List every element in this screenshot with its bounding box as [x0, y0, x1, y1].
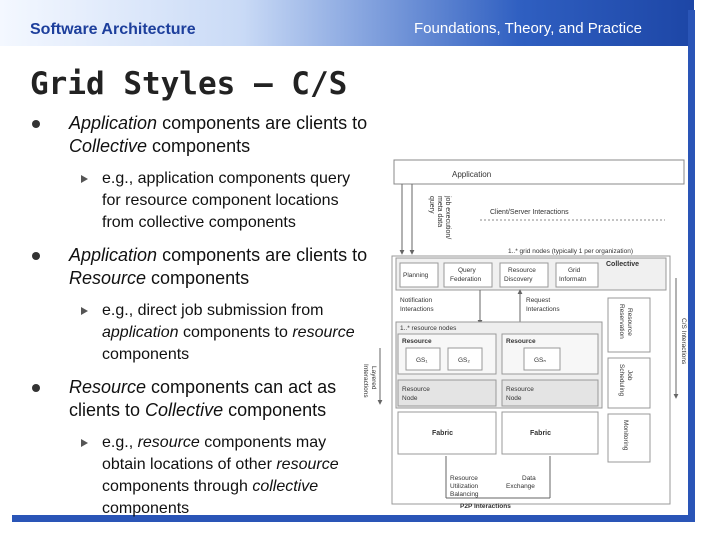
- bullet-3-text-a: components can act as clients to: [69, 377, 337, 420]
- sub-bullet-1-text: e.g., application components query for resource component locations from collective components: [102, 170, 351, 231]
- util-label-2: Utilization: [450, 483, 479, 490]
- sub-bullet-3-text-b: components may obtain locations of other: [102, 434, 327, 473]
- request-label-2: Interactions: [526, 306, 560, 313]
- sub-bullet-2-text-b: components to: [178, 324, 293, 341]
- sub-bullet-2: [30, 300, 370, 366]
- slide-title: Grid Styles – C/S: [30, 66, 348, 102]
- resource-node-2-a: Resource: [506, 386, 534, 393]
- resource-label-1: Resource: [402, 338, 432, 345]
- slide-shadow-right: [688, 10, 695, 522]
- bullet-2: [30, 244, 370, 290]
- sub-bullet-3-em2: resource: [276, 456, 339, 473]
- job-exec-label-2: meta data: [436, 196, 443, 228]
- sub-bullet-2-text-c: components: [102, 346, 190, 363]
- resource-node-2-b: Node: [506, 395, 522, 402]
- bullet-1-text-a: components are clients to: [157, 113, 368, 133]
- fabric-label-2: Fabric: [530, 430, 552, 437]
- job-exec-label-1: job execution/: [444, 196, 451, 240]
- bullet-2-text-a: components are clients to: [157, 245, 368, 265]
- application-label: Application: [452, 170, 492, 179]
- resource-nodes-label: 1..* resource nodes: [400, 325, 457, 332]
- federation-label: Federation: [450, 276, 482, 283]
- query-label: Query: [458, 267, 476, 274]
- bullet-3-em: Resource: [69, 377, 147, 397]
- job-label: Job: [626, 370, 633, 381]
- bullet-list: [30, 112, 370, 530]
- bullet-2-em2: Resource: [69, 268, 147, 288]
- bullet-1-em: Application: [69, 113, 158, 133]
- sub-bullet-2-em2: resource: [292, 324, 355, 341]
- resource-node-1-a: Resource: [402, 386, 430, 393]
- bullet-1: [30, 112, 370, 158]
- sub-bullet-3-text-d: components: [102, 500, 190, 517]
- sub-bullet-3-text-a: e.g.,: [102, 434, 138, 451]
- reservation-label-2: Reservation: [618, 304, 625, 339]
- resource-label-2: Resource: [506, 338, 536, 345]
- exchange-label-1: Data: [522, 475, 536, 482]
- notification-label-1: Notification: [400, 297, 433, 304]
- planning-label: Planning: [403, 272, 429, 279]
- bullet-2-text-b: components: [146, 268, 250, 288]
- job-exec-label-3: query: [428, 196, 435, 214]
- resource-node-box-1: [398, 380, 496, 406]
- job-scheduling-box: [608, 358, 650, 408]
- bullet-3: [30, 376, 370, 422]
- bullet-1-em2: Collective: [69, 136, 148, 156]
- request-label-1: Request: [526, 297, 551, 304]
- cs-right-label: C/S Interactions: [680, 318, 687, 365]
- sub-bullet-3-em1: resource: [137, 434, 200, 451]
- layered-label-2: Interactions: [362, 364, 369, 398]
- reservation-label-1: Resource: [626, 308, 633, 336]
- bullet-2-em: Application: [69, 245, 158, 265]
- grid-architecture-diagram: [362, 158, 688, 518]
- client-server-label: Client/Server Interactions: [490, 209, 569, 216]
- layered-label-1: Layered: [370, 366, 377, 390]
- gs1-label: GS₁: [416, 357, 428, 364]
- bullet-3-text-b: components: [223, 400, 327, 420]
- application-box: [394, 160, 684, 184]
- rd-label-2: Discovery: [504, 276, 533, 283]
- bullet-1-text-b: components: [147, 136, 251, 156]
- gs2-label: GS₂: [458, 357, 470, 364]
- gi-label-1: Grid: [568, 267, 581, 274]
- sub-bullet-3: [30, 432, 370, 520]
- bullet-3-em2: Collective: [145, 400, 224, 420]
- gsn-label: GSₙ: [534, 357, 546, 364]
- book-subtitle: Foundations, Theory, and Practice: [414, 20, 642, 37]
- p2p-label: P2P Interactions: [460, 503, 511, 510]
- grid-nodes-label: 1..* grid nodes (typically 1 per organization): [508, 248, 634, 255]
- gi-label-2: Informatn: [559, 276, 587, 283]
- scheduling-label: Scheduling: [618, 364, 625, 397]
- collective-label: Collective: [606, 261, 640, 268]
- sub-bullet-3-em3: collective: [252, 478, 319, 495]
- sub-bullet-2-text-a: e.g., direct job submission from: [102, 302, 324, 319]
- sub-bullet-1: [30, 168, 370, 234]
- rd-label-1: Resource: [508, 267, 536, 274]
- resource-node-1-b: Node: [402, 395, 418, 402]
- monitoring-label: Monitoring: [622, 420, 629, 451]
- course-title: Software Architecture: [30, 21, 196, 38]
- sub-bullet-2-em1: application: [102, 324, 179, 341]
- sub-bullet-3-text-c: components through: [102, 478, 253, 495]
- notification-label-2: Interactions: [400, 306, 434, 313]
- exchange-label-2: Exchange: [506, 483, 535, 490]
- util-label-3: Balancing: [450, 491, 479, 498]
- fabric-label-1: Fabric: [432, 430, 454, 437]
- resource-node-box-2: [502, 380, 598, 406]
- util-label-1: Resource: [450, 475, 478, 482]
